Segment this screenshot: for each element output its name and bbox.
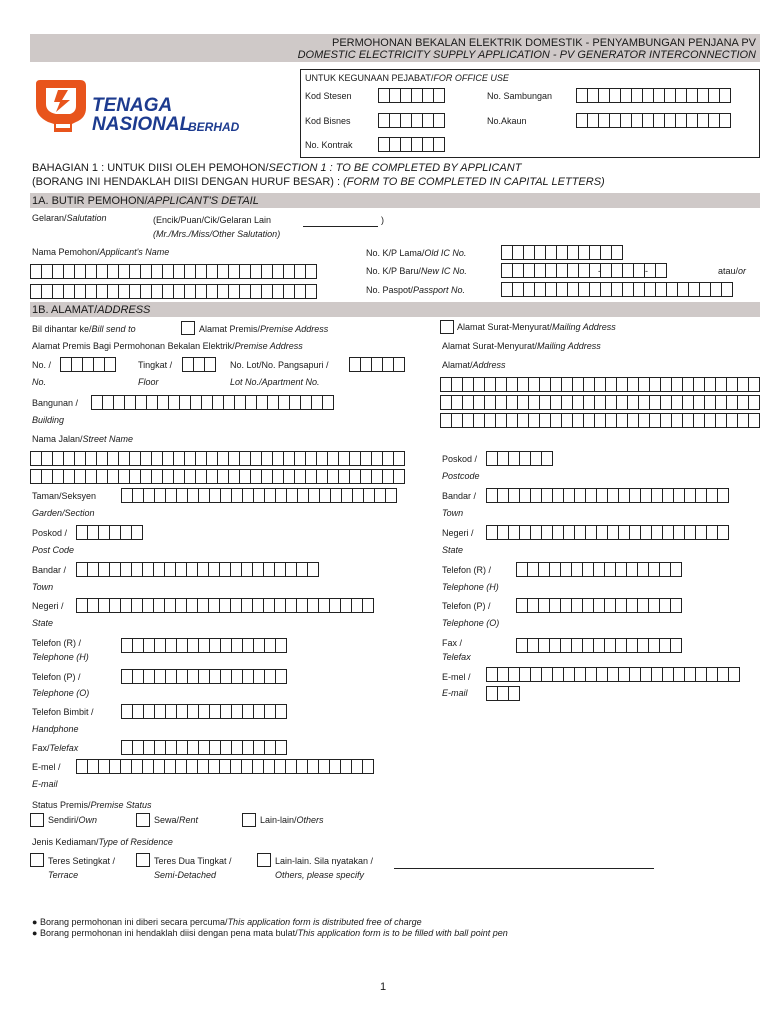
status-sewa-label: Sewa/Rent	[154, 815, 199, 825]
taman-field[interactable]	[121, 488, 396, 503]
negeri-label-en: State	[32, 618, 54, 628]
bimbit-label-en: Handphone	[32, 724, 79, 734]
no-label: No. /	[32, 360, 52, 370]
nama-field-row2[interactable]	[30, 284, 316, 299]
kod-stesen-field[interactable]	[378, 88, 444, 103]
lot-field[interactable]	[349, 357, 404, 372]
status-label: Status Premis/Premise Status	[32, 800, 152, 810]
char-cell[interactable]	[131, 525, 143, 540]
char-cell[interactable]	[748, 413, 760, 428]
jalan-field-row1[interactable]	[30, 451, 404, 466]
section-1a-heading: 1A. BUTIR PEMOHON/APPLICANT'S DETAIL	[32, 195, 259, 207]
char-cell[interactable]	[611, 245, 623, 260]
mailing-address-title: Alamat Surat-Menyurat/Mailing Address	[442, 341, 601, 351]
no-field[interactable]	[60, 357, 115, 372]
tel-r-label: Telefon (R) /	[32, 638, 82, 648]
mailing-email-field-row1[interactable]	[486, 667, 739, 682]
mailing-alamat-label: Alamat/Address	[442, 360, 506, 370]
kod-stesen-label: Kod Stesen	[305, 91, 352, 101]
mailing-bandar-label-en: Town	[442, 508, 464, 518]
bangunan-field[interactable]	[91, 395, 333, 410]
mailing-fax-label-en: Telefax	[442, 652, 471, 662]
char-cell[interactable]	[433, 88, 445, 103]
paspot-label: No. Paspot/Passport No.	[366, 285, 466, 295]
logo-text-nasional: NASIONAL	[92, 114, 192, 135]
char-cell[interactable]	[655, 263, 667, 278]
logo-text-berhad: BERHAD	[188, 120, 240, 134]
char-cell[interactable]	[322, 395, 334, 410]
lainlain-label: Lain-lain. Sila nyatakan /	[275, 856, 374, 866]
gelaran-options-en: (Mr./Mrs./Miss/Other Salutation)	[153, 229, 281, 239]
email-label: E-mel /	[32, 762, 61, 772]
char-cell[interactable]	[670, 598, 682, 613]
atau-label: atau/or	[718, 266, 747, 276]
bimbit-label: Telefon Bimbit /	[32, 707, 94, 717]
mailing-alamat-row1[interactable]	[440, 377, 759, 392]
mailing-tel-p-label-en: Telephone (O)	[442, 618, 500, 628]
no-akaun-label: No.Akaun	[487, 116, 527, 126]
no-label-en: No.	[32, 377, 47, 387]
mailing-tel-r-field[interactable]	[516, 562, 681, 577]
char-cell[interactable]	[433, 113, 445, 128]
tel-r-field[interactable]	[121, 638, 286, 653]
mailing-tel-p-field[interactable]	[516, 598, 681, 613]
email-label-en: E-mail	[32, 779, 58, 789]
teres-checkbox[interactable]	[30, 853, 44, 867]
char-cell[interactable]	[393, 469, 405, 484]
tingkat-label-en: Floor	[138, 377, 159, 387]
char-cell[interactable]	[275, 704, 287, 719]
mailing-email-label: E-mel /	[442, 672, 471, 682]
char-cell[interactable]	[307, 562, 319, 577]
kp-baru-dash-1: -	[598, 266, 601, 276]
tingkat-label: Tingkat /	[138, 360, 173, 370]
jalan-field-row2[interactable]	[30, 469, 404, 484]
kod-bisnes-label: Kod Bisnes	[305, 116, 351, 126]
char-cell[interactable]	[104, 357, 116, 372]
gelaran-field[interactable]	[303, 226, 378, 227]
status-sendiri-label: Sendiri/Own	[48, 815, 98, 825]
status-lain-label: Lain-lain/Others	[260, 815, 324, 825]
tel-p-field[interactable]	[121, 669, 286, 684]
taman-label: Taman/Seksyen	[32, 491, 97, 501]
form-title-malay: PERMOHONAN BEKALAN ELEKTRIK DOMESTIK - PENYAMBUNGAN PENJANA PV	[332, 37, 756, 49]
char-cell[interactable]	[385, 488, 397, 503]
bill-mailing-checkbox[interactable]	[440, 320, 454, 334]
char-cell[interactable]	[305, 264, 317, 279]
kp-lama-label: No. K/P Lama/Old IC No.	[366, 248, 467, 258]
no-kontrak-label: No. Kontrak	[305, 140, 353, 150]
paspot-field[interactable]	[501, 282, 732, 297]
status-sendiri-checkbox[interactable]	[30, 813, 44, 827]
logo-text-tenaga: TENAGA	[92, 95, 173, 116]
mailing-bandar-field[interactable]	[486, 488, 728, 503]
char-cell[interactable]	[275, 638, 287, 653]
mailing-negeri-field[interactable]	[486, 525, 728, 540]
office-use-heading: UNTUK KEGUNAAN PEJABAT/FOR OFFICE USE	[305, 73, 509, 83]
teres-dua-label: Teres Dua Tingkat /	[154, 856, 232, 866]
no-sambungan-label: No. Sambungan	[487, 91, 553, 101]
nama-field-row1[interactable]	[30, 264, 316, 279]
teres-dua-label-en: Semi-Detached	[154, 870, 217, 880]
section-1b-heading: 1B. ALAMAT/ADDRESS	[32, 304, 151, 316]
fax-label: Fax/Telefax	[32, 743, 79, 753]
char-cell[interactable]	[393, 357, 405, 372]
bangunan-label: Bangunan /	[32, 398, 79, 408]
jenis-label: Jenis Kediaman/Type of Residence	[32, 837, 173, 847]
bill-mailing-label: Alamat Surat-Menyurat/Mailing Address	[457, 322, 616, 332]
kp-baru-label: No. K/P Baru/New IC No.	[366, 266, 467, 276]
email-field[interactable]	[76, 759, 373, 774]
tnb-logo-icon	[32, 78, 92, 138]
status-lain-checkbox[interactable]	[242, 813, 256, 827]
no-sambungan-field[interactable]	[576, 88, 730, 103]
mailing-bandar-label: Bandar /	[442, 491, 477, 501]
char-cell[interactable]	[433, 137, 445, 152]
char-cell[interactable]	[275, 669, 287, 684]
teres-label: Teres Setingkat /	[48, 856, 116, 866]
kp-baru-dash-2: -	[645, 266, 648, 276]
section1-heading: BAHAGIAN 1 : UNTUK DIISI OLEH PEMOHON/SECTION 1 : TO BE COMPLETED BY APPLICANT	[32, 162, 522, 174]
lainlain-specify-field[interactable]	[394, 868, 654, 869]
bangunan-label-en: Building	[32, 415, 65, 425]
page-number: 1	[380, 981, 387, 993]
negeri-field[interactable]	[76, 598, 373, 613]
lot-label-en: Lot No./Apartment No.	[230, 377, 320, 387]
bill-send-label: Bil dihantar ke/Bill send to	[32, 324, 136, 334]
mailing-alamat-row2[interactable]	[440, 395, 759, 410]
char-cell[interactable]	[719, 113, 731, 128]
char-cell[interactable]	[362, 759, 374, 774]
fax-field[interactable]	[121, 740, 286, 755]
tingkat-field[interactable]	[182, 357, 215, 372]
bandar-label-en: Town	[32, 582, 54, 592]
char-cell[interactable]	[393, 451, 405, 466]
tnb-logo	[32, 78, 252, 140]
char-cell[interactable]	[728, 667, 740, 682]
char-cell[interactable]	[541, 451, 553, 466]
mailing-poskod-label-en: Postcode	[442, 471, 480, 481]
char-cell[interactable]	[748, 377, 760, 392]
lainlain-label-en: Others, please specify	[275, 870, 365, 880]
bill-premise-label: Alamat Premis/Premise Address	[199, 324, 329, 334]
mailing-negeri-label-en: State	[442, 545, 464, 555]
mailing-fax-label: Fax /	[442, 638, 463, 648]
mailing-tel-r-label-en: Telephone (H)	[442, 582, 499, 592]
note-free: ● Borang permohonan ini diberi secara percuma/This application form is distributed free of charge	[32, 917, 422, 927]
no-akaun-field[interactable]	[576, 113, 730, 128]
mailing-email-field-row2[interactable]	[486, 686, 519, 701]
poskod-field[interactable]	[76, 525, 142, 540]
tel-p-label: Telefon (P) /	[32, 672, 81, 682]
char-cell[interactable]	[670, 562, 682, 577]
premise-address-title: Alamat Premis Bagi Permohonan Bekalan Elektrik/Premise Address	[32, 341, 303, 351]
mailing-tel-r-label: Telefon (R) /	[442, 565, 492, 575]
char-cell[interactable]	[721, 282, 733, 297]
char-cell[interactable]	[719, 88, 731, 103]
kod-bisnes-field[interactable]	[378, 113, 444, 128]
char-cell[interactable]	[362, 598, 374, 613]
gelaran-label: Gelaran/Salutation	[32, 213, 107, 223]
teres-dua-checkbox[interactable]	[136, 853, 150, 867]
gelaran-options: (Encik/Puan/Cik/Gelaran Lain	[153, 215, 272, 225]
mailing-negeri-label: Negeri /	[442, 528, 474, 538]
bill-premise-checkbox[interactable]	[181, 321, 195, 335]
lot-label: No. Lot/No. Pangsapuri /	[230, 360, 329, 370]
section1-capital-note: (BORANG INI HENDAKLAH DIISI DENGAN HURUF BESAR) : (FORM TO BE COMPLETED IN CAPITAL LETTERS)	[32, 176, 605, 188]
bimbit-field[interactable]	[121, 704, 286, 719]
form-title-english: DOMESTIC ELECTRICITY SUPPLY APPLICATION - PV GENERATOR INTERCONNECTION	[297, 49, 756, 61]
poskod-label: Poskod /	[32, 528, 68, 538]
char-cell[interactable]	[275, 740, 287, 755]
teres-label-en: Terrace	[48, 870, 79, 880]
char-cell[interactable]	[670, 638, 682, 653]
no-kontrak-field[interactable]	[378, 137, 444, 152]
mailing-alamat-row3[interactable]	[440, 413, 759, 428]
taman-label-en: Garden/Section	[32, 508, 95, 518]
mailing-email-label-en: E-mail	[442, 688, 468, 698]
poskod-label-en: Post Code	[32, 545, 75, 555]
kp-baru-field[interactable]	[501, 263, 666, 278]
gelaran-close-paren: )	[381, 215, 384, 225]
jalan-label: Nama Jalan/Street Name	[32, 434, 134, 444]
tel-p-label-en: Telephone (O)	[32, 688, 90, 698]
status-sewa-checkbox[interactable]	[136, 813, 150, 827]
kp-lama-field[interactable]	[501, 245, 622, 260]
mailing-poskod-field[interactable]	[486, 451, 552, 466]
lainlain-checkbox[interactable]	[257, 853, 271, 867]
note-pen: ● Borang permohonan ini hendaklah diisi dengan pena mata bulat/This application form is to be filled with ball point pen	[32, 928, 508, 938]
bandar-label: Bandar /	[32, 565, 67, 575]
mailing-poskod-label: Poskod /	[442, 454, 478, 464]
tel-r-label-en: Telephone (H)	[32, 652, 89, 662]
char-cell[interactable]	[508, 686, 520, 701]
char-cell[interactable]	[204, 357, 216, 372]
nama-label: Nama Pemohon/Applicant's Name	[32, 247, 170, 257]
mailing-tel-p-label: Telefon (P) /	[442, 601, 491, 611]
mailing-fax-field[interactable]	[516, 638, 681, 653]
char-cell[interactable]	[717, 525, 729, 540]
char-cell[interactable]	[717, 488, 729, 503]
bandar-field[interactable]	[76, 562, 318, 577]
negeri-label: Negeri /	[32, 601, 64, 611]
char-cell[interactable]	[748, 395, 760, 410]
char-cell[interactable]	[305, 284, 317, 299]
